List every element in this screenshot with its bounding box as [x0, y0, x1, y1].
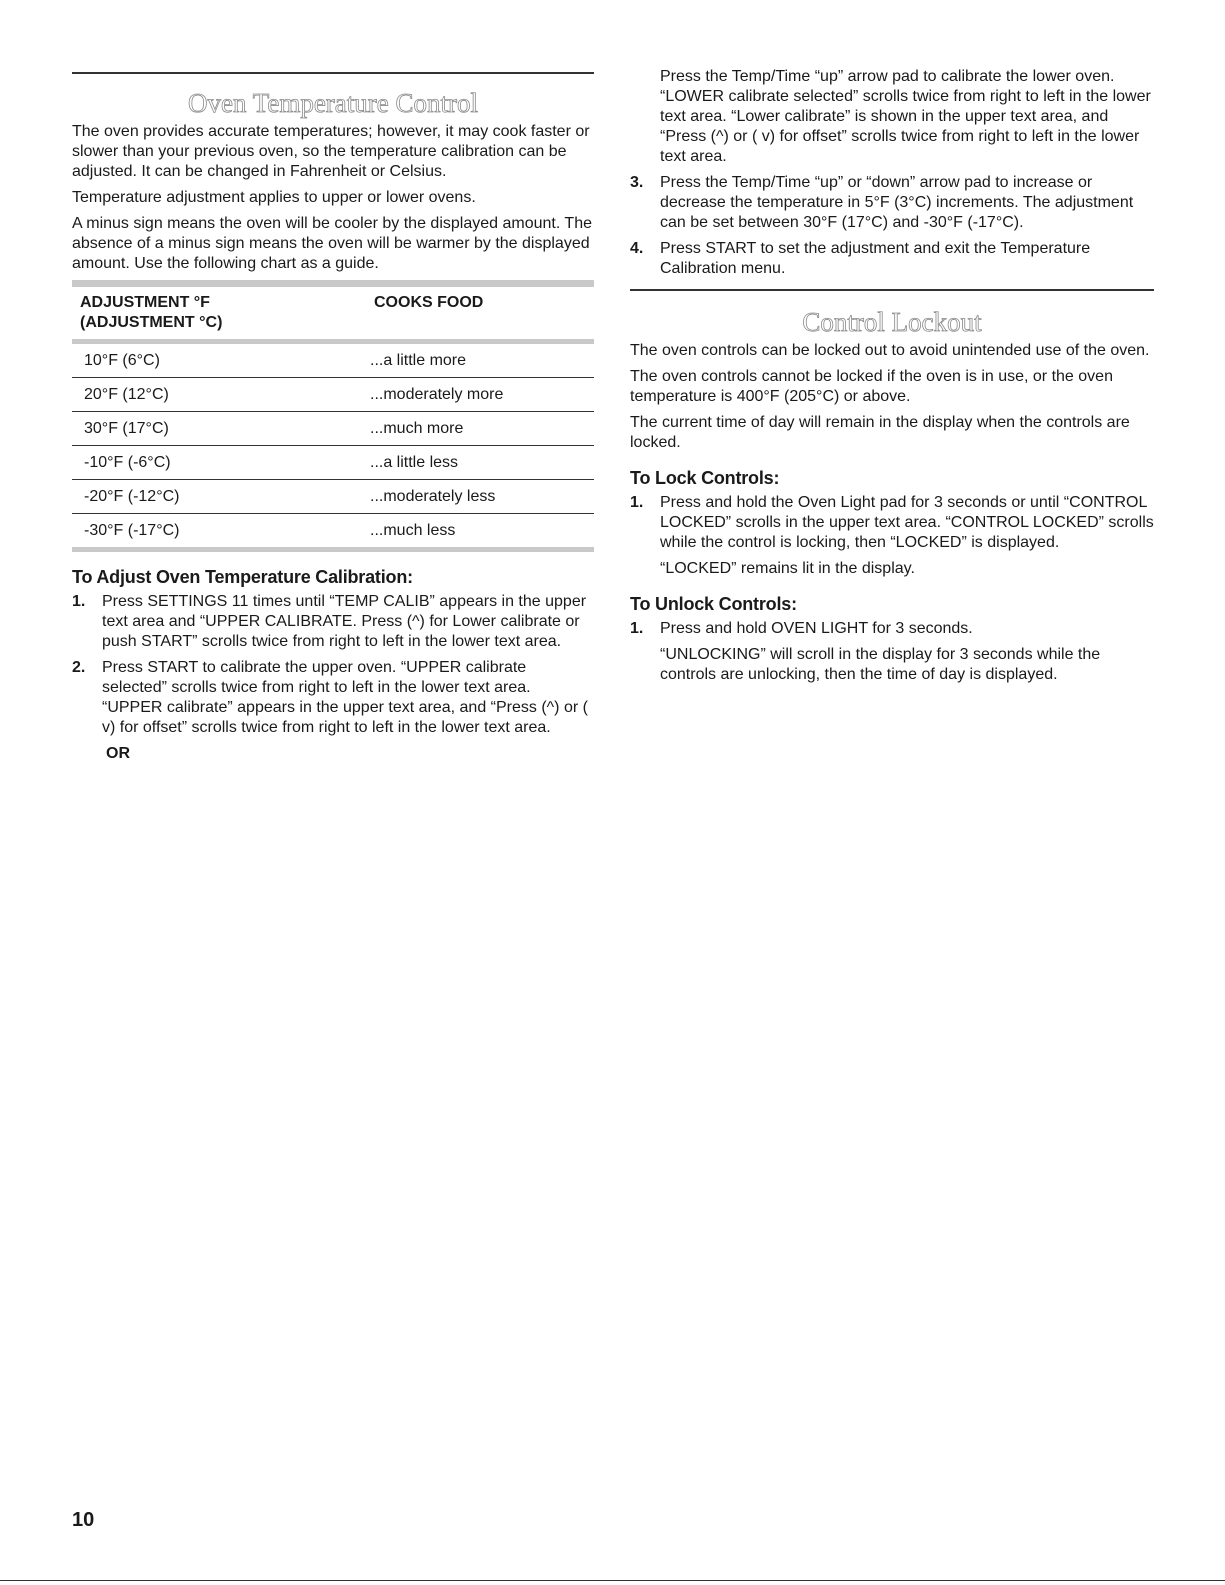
adjustment-cell: 10°F (6°C): [84, 351, 160, 369]
adjustment-c-header: (ADJUSTMENT °C): [80, 314, 223, 331]
step-number: 4.: [630, 240, 644, 257]
table-row: [72, 480, 594, 514]
step-text: Press the Temp/Time “up” or “down” arrow pad to increase or decrease the temperature in 5°F (3°C) increments. The adjustment can be set between 30°F (17°C) and -30°F (-17°C).: [660, 174, 1134, 231]
lockout-restriction-paragraph: The oven controls cannot be locked if the oven is in use, or the oven temperature is 400°F (205°C) or above.: [630, 368, 1113, 405]
unlock-steps: [630, 619, 1154, 639]
step-number: 1.: [630, 620, 644, 637]
section-title-control-lockout: Control Lockout: [802, 307, 982, 337]
table-row: [72, 344, 594, 378]
cooks-food-cell: ...a little more: [370, 351, 467, 369]
section-divider: [72, 72, 594, 74]
unlock-note: “UNLOCKING” will scroll in the display for 3 seconds while the controls are unlocking, then the time of day is displayed.: [660, 646, 1101, 683]
list-item: [630, 173, 1154, 233]
calibration-steps-continued: [630, 173, 1154, 279]
cooks-food-cell: ...much less: [366, 514, 594, 548]
cooks-food-column-header: COOKS FOOD: [366, 284, 594, 340]
adjustment-cell: 30°F (17°C): [72, 412, 366, 446]
page-bottom-rule: [0, 1580, 1225, 1581]
step-number: 3.: [630, 174, 644, 191]
list-item: [630, 619, 1154, 639]
table-row: [72, 446, 594, 480]
step-number: 1.: [72, 593, 86, 610]
step-text: Press and hold OVEN LIGHT for 3 seconds.: [660, 620, 973, 637]
lower-oven-calibration-text: Press the Temp/Time “up” arrow pad to calibrate the lower oven. “LOWER calibrate selected” scrolls twice from right to left in the lower text area. “Lower calibrate” is shown in the upper text area, and “Press (^) or ( v) for offset” scrolls twice from right to left in the lower text area.: [660, 68, 1151, 165]
cooks-food-cell: ...much more: [366, 412, 594, 446]
step-number: 2.: [72, 659, 86, 676]
lock-steps: [630, 493, 1154, 553]
step-number: 1.: [630, 494, 644, 511]
unlock-controls-heading: To Unlock Controls:: [630, 594, 797, 614]
step-text: Press START to calibrate the upper oven. “UPPER calibrate selected” scrolls twice from right to left in the lower text area. “UPPER calibrate” appears in the upper text area, and “Press (^) or ( v) for offset” scrolls twice from right to left in the lower text area.: [102, 659, 588, 736]
page-number: 10: [72, 1509, 95, 1531]
right-column: [630, 67, 1154, 691]
list-item: [630, 239, 1154, 279]
lockout-intro-paragraph: The oven controls can be locked out to avoid unintended use of the oven.: [630, 342, 1150, 359]
lock-note: “LOCKED” remains lit in the display.: [660, 560, 915, 577]
list-item: [630, 493, 1154, 553]
list-item: [72, 592, 594, 652]
lockout-display-paragraph: The current time of day will remain in the display when the controls are locked.: [630, 414, 1130, 451]
cooks-food-cell: ...moderately less: [366, 480, 594, 514]
table-row: [72, 412, 594, 446]
minus-sign-paragraph: A minus sign means the oven will be cooler by the displayed amount. The absence of a minus sign means the oven will be warmer by the displayed amount. Use the following chart as a guide.: [72, 215, 592, 272]
intro-paragraph: The oven provides accurate temperatures; however, it may cook faster or slower than your previous oven, so the temperature calibration can be adjusted. It can be changed in Fahrenheit or Celsius.: [72, 123, 590, 180]
adjustment-column-header: [72, 284, 366, 340]
lock-controls-heading: To Lock Controls:: [630, 468, 780, 488]
cooks-food-cell: ...a little less: [366, 446, 594, 480]
adjustment-table: [72, 280, 594, 552]
section-divider: [630, 289, 1154, 291]
list-item: [72, 658, 594, 738]
section-title-oven-temperature: Oven Temperature Control: [187, 88, 479, 118]
adjustment-cell: -30°F (-17°C): [72, 514, 366, 548]
step-text: Press START to set the adjustment and exit the Temperature Calibration menu.: [660, 240, 1091, 277]
calibration-steps: [72, 592, 594, 738]
or-label: OR: [106, 745, 130, 762]
cooks-food-cell: ...moderately more: [366, 378, 594, 412]
step-text: Press and hold the Oven Light pad for 3 seconds or until “CONTROL LOCKED” scrolls in the upper text area. “CONTROL LOCKED” scrolls while the control is locking, then “LOCKED” is displayed.: [660, 494, 1154, 551]
table-row: [72, 378, 594, 412]
adjustment-cell: -10°F (-6°C): [72, 446, 366, 480]
step-text: Press SETTINGS 11 times until “TEMP CALIB” appears in the upper text area and “UPPER CALIBRATE. Press (^) for Lower calibrate or push START” scrolls twice from right to left in the lower text area.: [102, 593, 587, 650]
adjustment-cell: -20°F (-12°C): [72, 480, 366, 514]
calibration-heading: To Adjust Oven Temperature Calibration:: [72, 567, 413, 587]
left-column: [72, 72, 594, 764]
adjustment-f-header: ADJUSTMENT °F: [80, 294, 210, 311]
table-row: [72, 514, 594, 548]
adjustment-cell: 20°F (12°C): [72, 378, 366, 412]
adjustment-scope-paragraph: Temperature adjustment applies to upper or lower ovens.: [72, 189, 476, 206]
